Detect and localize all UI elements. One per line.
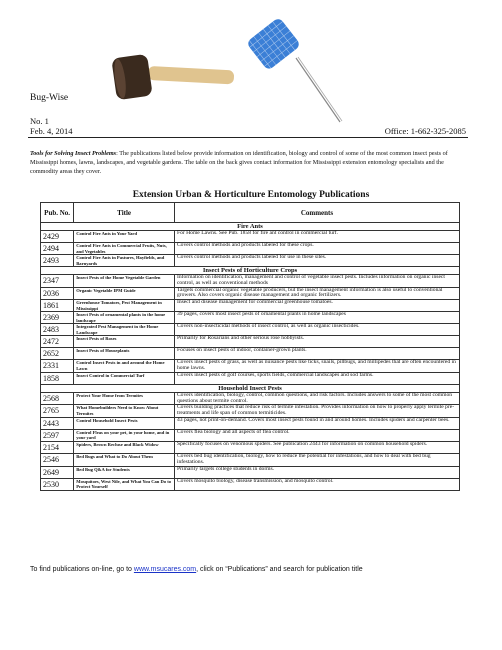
pub-comment: Covers non-insecticidal methods of insect control, as well as organic insecticides. xyxy=(174,324,459,336)
pub-number: 2568 xyxy=(41,392,74,405)
pub-number: 2483 xyxy=(41,324,74,336)
pub-number: 2530 xyxy=(41,478,74,490)
pub-title: Insect Pests of Houseplants xyxy=(74,348,175,360)
pub-number: 2036 xyxy=(41,287,74,300)
table-row xyxy=(41,275,460,288)
pub-comment: Specifically focuses on venomous spiders. See publication 2443 for information on common household spiders. xyxy=(174,441,459,453)
pub-number: 1858 xyxy=(41,372,74,384)
pub-number: 2765 xyxy=(41,405,74,418)
pub-title: Spiders, Brown Recluse and Black Widow xyxy=(74,441,175,453)
pub-comment: Focuses on insect pests of indoor, container-grown plants. xyxy=(174,348,459,360)
table-row xyxy=(41,429,460,441)
pub-number: 2472 xyxy=(41,336,74,348)
table-row xyxy=(41,324,460,336)
office-phone: Office: 1-662-325-2085 xyxy=(384,126,466,136)
intro-paragraph xyxy=(30,150,470,176)
section-heading: Household Insect Pests xyxy=(41,384,460,392)
pub-comment: Targets commercial organic vegetable producers, but the insect management information is also useful to conventional growers. Also covers organic disease management and organic fertilizers. xyxy=(174,287,459,300)
intro-lead: Tools for Solving Insect Problems xyxy=(30,150,117,157)
table-row xyxy=(41,243,460,255)
pub-title: Mosquitoes, West Nile, and What You Can Do to Protect Yourself xyxy=(74,478,175,490)
pub-title: Insect Pests of the Home Vegetable Garden xyxy=(74,275,175,288)
mallet-illustration xyxy=(108,50,238,110)
msucares-link[interactable]: www.msucares.com xyxy=(133,566,197,573)
table-row xyxy=(41,287,460,300)
pub-number: 2331 xyxy=(41,360,74,373)
table-row xyxy=(41,255,460,267)
footer-note xyxy=(30,566,363,573)
table-row xyxy=(41,441,460,453)
table-row xyxy=(41,360,460,373)
pub-comment: Covers control methods and products labeled for these crops. xyxy=(174,243,459,255)
issue-date: Feb. 4, 2014 xyxy=(30,125,73,136)
pub-comment: Primarily targets college students in dorms. xyxy=(174,466,459,478)
pub-title: Control Fire Ants in Commercial Fruits, Nuts, and Vegetables xyxy=(74,243,175,255)
pub-comment: Covers flea biology and all aspects of flea control. xyxy=(174,429,459,441)
pub-number: 2546 xyxy=(41,453,74,466)
footer-text-after: , click on “Publications” and search for publication title xyxy=(196,566,363,573)
pub-comment: Covers building practices that reduce risk of termite infestation. Provides information on how to properly apply termite pre-treatments and life span of common termiticides. xyxy=(174,405,459,418)
pub-title: Bed Bugs and What to Do About Them xyxy=(74,453,175,466)
pub-number: 2347 xyxy=(41,275,74,288)
pub-number: 2369 xyxy=(41,312,74,324)
table-body xyxy=(41,223,460,491)
pub-number: 2597 xyxy=(41,429,74,441)
newsletter-brand: Bug-Wise xyxy=(30,93,69,103)
section-heading: Fire Ants xyxy=(41,223,460,231)
issue-info xyxy=(30,117,73,136)
table-row xyxy=(41,231,460,243)
pub-number: 2494 xyxy=(41,243,74,255)
pub-title: Control Fire Ants in Pastures, Hayfields, and Barnyards xyxy=(74,255,175,267)
pub-title: Insect Control in Commercial Turf xyxy=(74,372,175,384)
pub-title: Protect Your Home from Termites xyxy=(74,392,175,405)
pub-comment: Covers identification, biology, control, common questions, and risk factors. Includes answers to some of the most common questions about termite control. xyxy=(174,392,459,405)
pub-number: 2652 xyxy=(41,348,74,360)
intro-text: : The publications listed below provide information on identification, biology and control of some of the most common insect pests of Mississippi homes, lawns, landscapes, and vegetable gardens. The table on the back gives contact information for Mississippi extension entomology specialists and the commodity areas they cover. xyxy=(30,150,448,175)
pub-comment: 39 pages, covers most insect pests of ornamental plants in home landscapes xyxy=(174,312,459,324)
pub-comment: Information on identification, management and control of vegetable insect pests. Includes information on organic insect control, as well as conventional methods xyxy=(174,275,459,288)
table-row xyxy=(41,478,460,490)
table-row xyxy=(41,417,460,429)
publications-table xyxy=(40,202,460,491)
table-title: Extension Urban & Horticulture Entomology Publications xyxy=(132,190,370,200)
pub-comment: For Home Lawns. See Pub. 1858 for fire ant control in commercial turf. xyxy=(174,231,459,243)
pub-comment: Covers bed bug identification, biology, how to reduce the potential for infestations, and how to deal with bed bug infestations. xyxy=(174,453,459,466)
pub-number: 2429 xyxy=(41,231,74,243)
footer-text-before: To find publications on-line, go to xyxy=(30,566,134,573)
pub-comment: 43 pages, not print-on-demand. Covers most insect pests found in and around homes. Includes spiders and carpenter bees. xyxy=(174,417,459,429)
pub-comment: Covers insect pests of golf courses, sports fields, commercial landscapes and sod farms. xyxy=(174,372,459,384)
pub-comment: Covers mosquito biology, disease transmission, and mosquito control. xyxy=(174,478,459,490)
pub-title: Control Fleas on your pet, in your home, and in your yard xyxy=(74,429,175,441)
pub-title: Integrated Pest Management in the Home Landscape xyxy=(74,324,175,336)
pub-title: Organic Vegetable IPM Guide xyxy=(74,287,175,300)
pub-title: Control Fire Ants in Your Yard xyxy=(74,231,175,243)
pub-title: Insect Pests of Roses xyxy=(74,336,175,348)
table-row xyxy=(41,392,460,405)
table-header-row xyxy=(41,203,460,223)
col-header-title: Title xyxy=(74,203,175,223)
pub-title: What Homebuilders Need to Know About Termites xyxy=(74,405,175,418)
pub-comment: Covers insect pests of grass, as well as nuisance pests like ticks, snails, pillbugs, and millipedes that are often encountered in home lawns. xyxy=(174,360,459,373)
pub-comment: Covers control methods and products labeled for use in these sites. xyxy=(174,255,459,267)
table-row xyxy=(41,372,460,384)
table-row xyxy=(41,405,460,418)
section-heading: Insect Pests of Horticulture Crops xyxy=(41,267,460,275)
pub-title: Insect Pests of ornamental plants in the home landscape xyxy=(74,312,175,324)
col-header-comments: Comments xyxy=(174,203,459,223)
issue-number: No. 1 xyxy=(30,116,49,126)
pub-number: 2649 xyxy=(41,466,74,478)
table-row xyxy=(41,300,460,312)
pub-title: Bed Bug Q&A for Students xyxy=(74,466,175,478)
pub-number: 1861 xyxy=(41,300,74,312)
pub-title: Control Insect Pests in and around the Home Lawn xyxy=(74,360,175,373)
table-row xyxy=(41,453,460,466)
table-row xyxy=(41,466,460,478)
pub-title: Greenhouse Tomatoes, Pest Management in Mississippi xyxy=(74,300,175,312)
table-row xyxy=(41,312,460,324)
pub-comment: Insect and disease management for commercial greenhouse tomatoes. xyxy=(174,300,459,312)
table-row xyxy=(41,336,460,348)
pub-title: Control Household Insect Pests xyxy=(74,417,175,429)
col-header-pub: Pub. No. xyxy=(41,203,74,223)
pub-number: 2493 xyxy=(41,255,74,267)
fly-swatter-illustration xyxy=(248,18,348,128)
pub-comment: Primarily for Rosarians and other serious rose hobbyists. xyxy=(174,336,459,348)
header-divider xyxy=(28,137,468,138)
pub-number: 2443 xyxy=(41,417,74,429)
table-row xyxy=(41,348,460,360)
pub-number: 2154 xyxy=(41,441,74,453)
